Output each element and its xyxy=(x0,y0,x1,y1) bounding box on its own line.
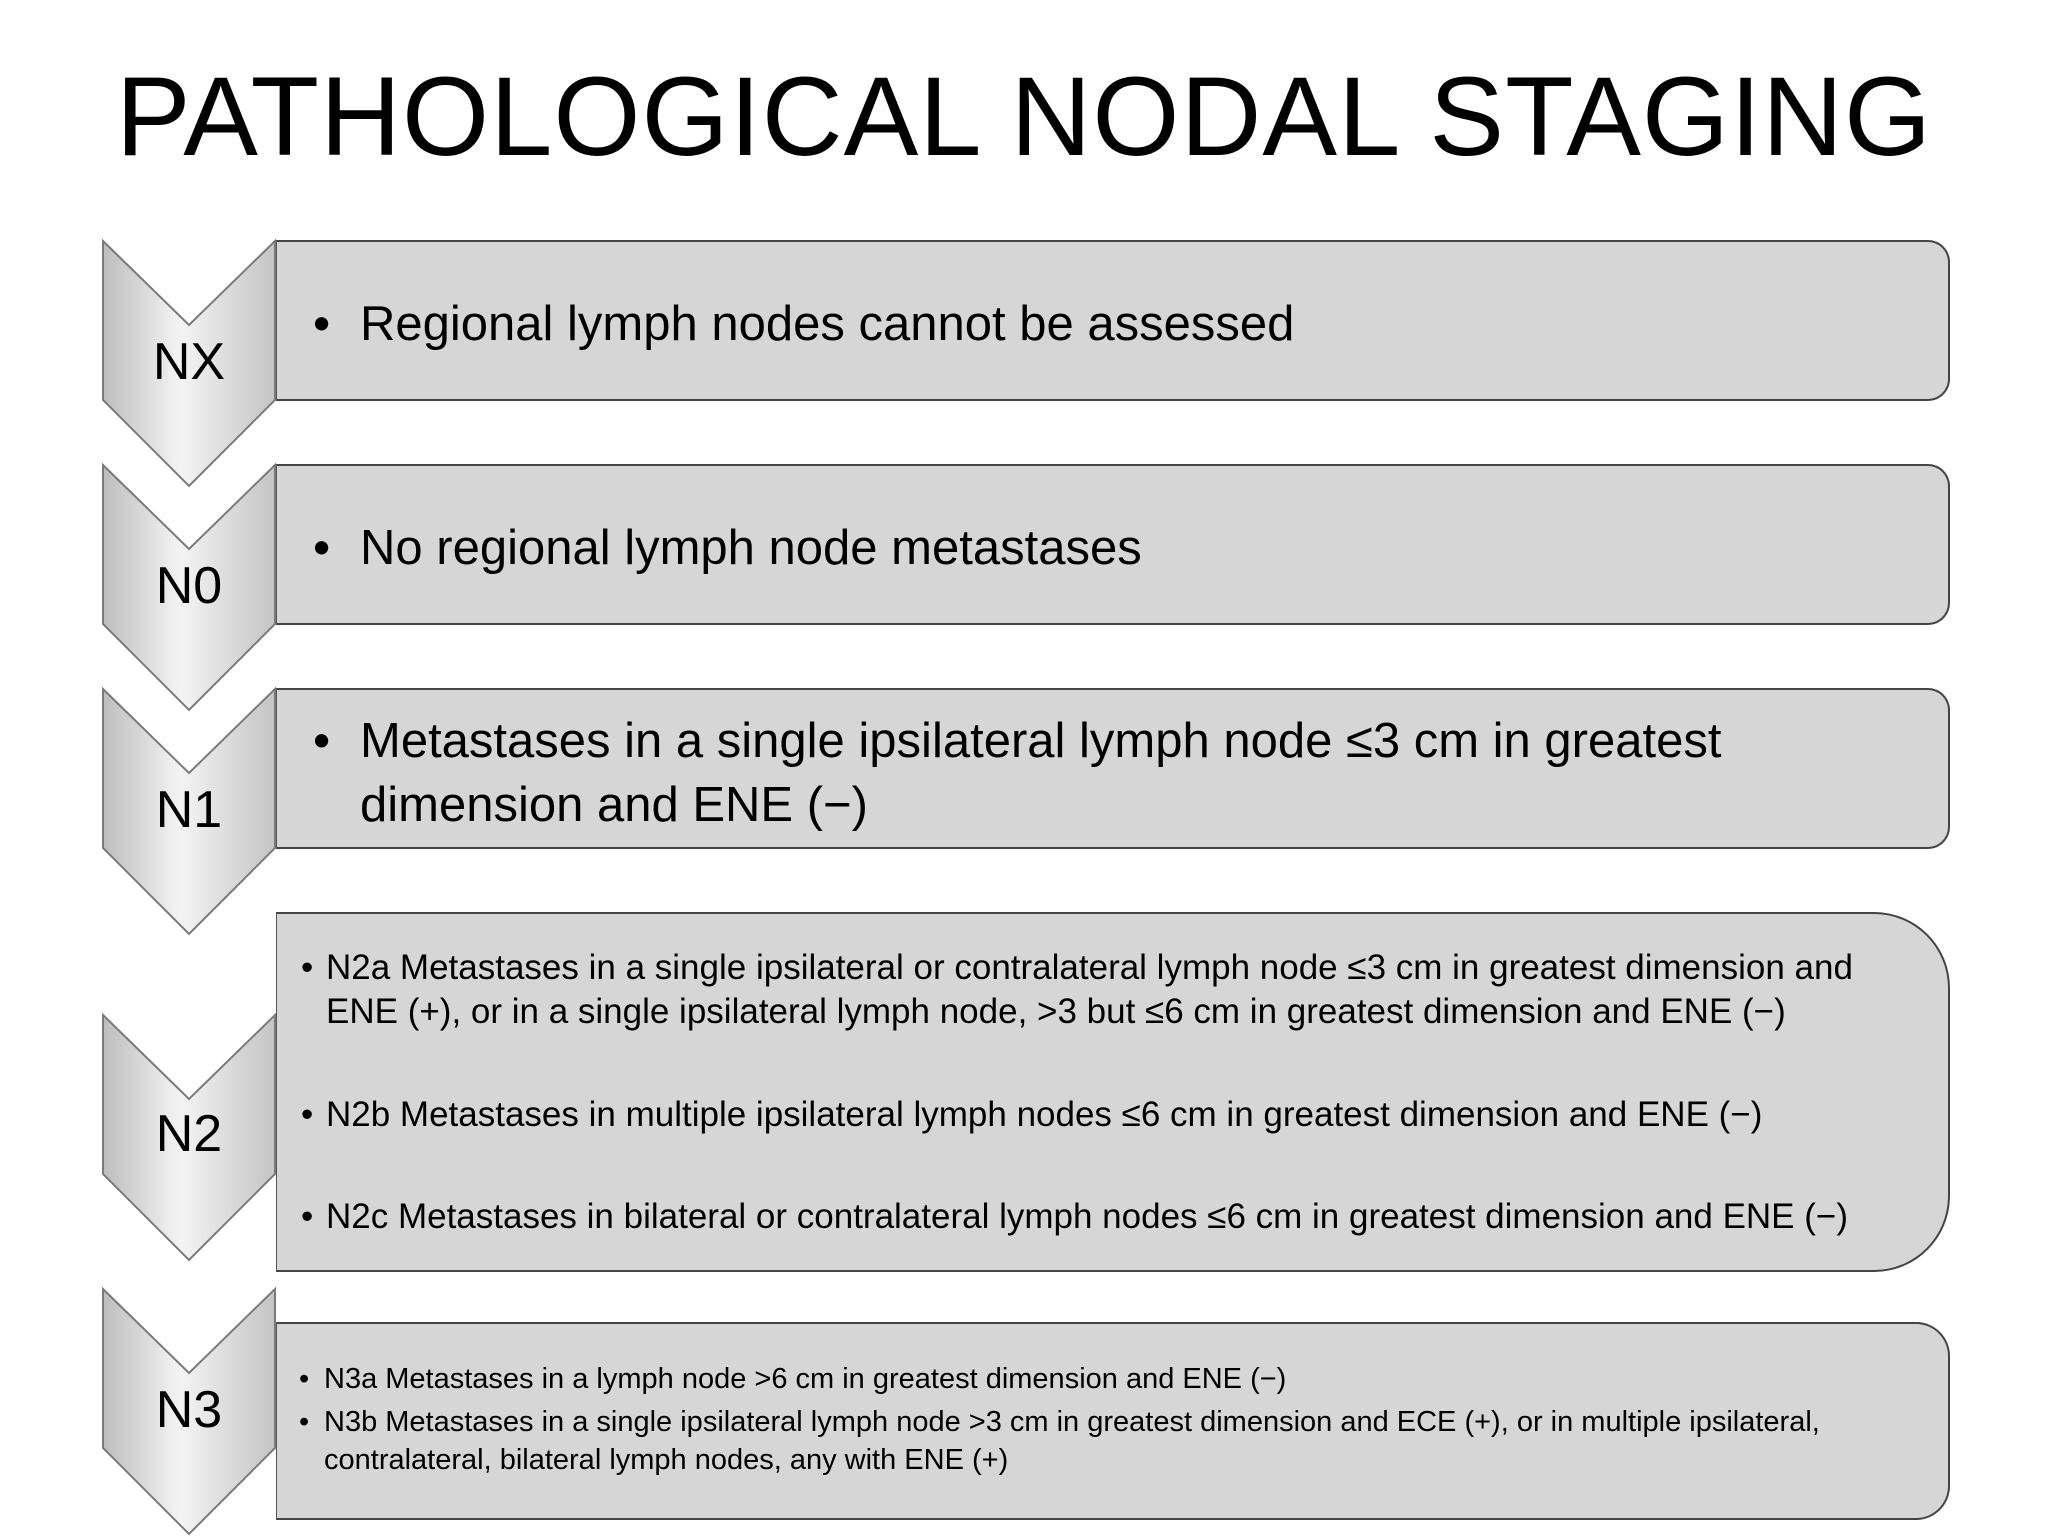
stage-bullet: • No regional lymph node metastases xyxy=(277,516,1948,580)
stage-description-panel xyxy=(276,464,1950,625)
stage-bullet: • N3a Metastases in a lymph node >6 cm in greatest dimension and ENE (−) xyxy=(277,1360,1924,1398)
stage-bullet: • N3b Metastases in a single ipsilateral lymph node >3 cm in greatest dimension and ECE (+), or in multiple ipsilateral, contralateral, bilateral lymph nodes, any with ENE (+) xyxy=(277,1403,1924,1479)
stage-bullet: • Metastases in a single ipsilateral lymph node ≤3 cm in greatest dimension and ENE (−) xyxy=(277,709,1888,837)
stage-label: N3 xyxy=(155,1381,223,1439)
stage-label: N1 xyxy=(155,781,223,839)
stage-description-panel xyxy=(276,1322,1950,1520)
stage-description-panel xyxy=(276,240,1950,401)
stage-description-panel xyxy=(276,688,1950,849)
stage-label: NX xyxy=(152,333,226,391)
stage-label: N0 xyxy=(155,557,223,615)
stage-label: N2 xyxy=(155,1105,223,1163)
stage-bullet: • N2a Metastases in a single ipsilateral or contralateral lymph node ≤3 cm in greatest dimension and ENE (+), or in a single ipsilateral lymph node, >3 but ≤6 cm in greatest dimension and ENE (−) xyxy=(277,946,1908,1034)
stage-bullet: • N2b Metastases in multiple ipsilateral lymph nodes ≤6 cm in greatest dimension and ENE (−) xyxy=(277,1093,1908,1137)
stage-description-panel xyxy=(276,912,1950,1272)
stage-bullet: • N2c Metastases in bilateral or contralateral lymph nodes ≤6 cm in greatest dimension and ENE (−) xyxy=(277,1195,1908,1239)
page-title: PATHOLOGICAL NODAL STAGING xyxy=(115,54,1933,179)
stage-bullet: • Regional lymph nodes cannot be assessed xyxy=(277,292,1948,356)
